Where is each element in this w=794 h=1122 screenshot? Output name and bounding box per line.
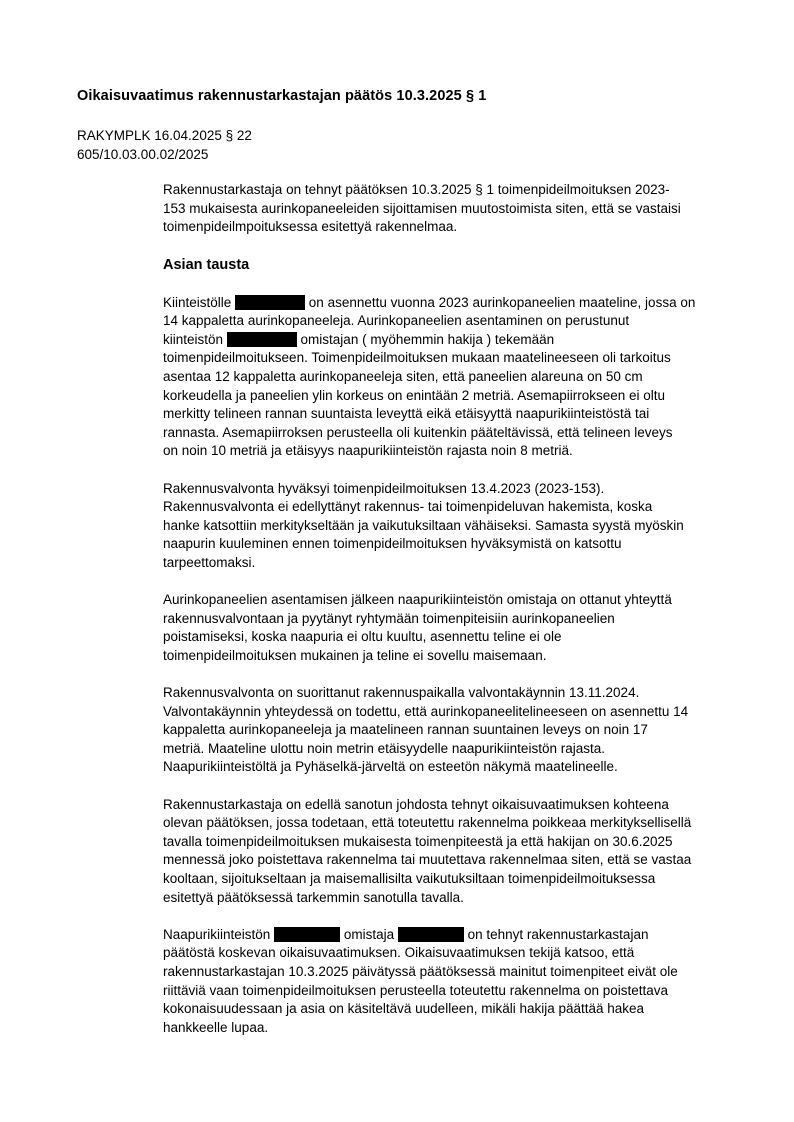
text-line: korkeudella ja paneelien ylin korkeus on enintään 2 metriä. Asemapiirrokseen ei oltu xyxy=(163,387,666,403)
text-line: olevan päätöksen, jossa todetaan, että toteutettu rakennelma poikkeaa merkityksellisellä xyxy=(163,815,692,831)
text-line: Valvontakäynnin yhteydessä on todettu, että aurinkopaneelitelineeseen on asennettu 14 xyxy=(163,703,689,719)
text-line: toimenpideilmpoituksessa esitettyä rakennelmaa. xyxy=(163,219,458,235)
text-line xyxy=(163,926,743,945)
background-paragraph-1 xyxy=(163,294,743,461)
text-fragment: kiinteistön xyxy=(163,331,227,347)
text-line: 153 mukaisesta aurinkopaneeleiden sijoittamisen muutostoimista siten, että se vastaisi xyxy=(163,200,681,216)
text-fragment: omistaja xyxy=(340,926,398,942)
text-line: Aurinkopaneelien asentamisen jälkeen naapurikiinteistön omistaja on ottanut yhteyttä xyxy=(163,592,672,608)
text-fragment: on asennettu vuonna 2023 aurinkopaneelien maateline, jossa on xyxy=(305,294,696,310)
document-body xyxy=(163,181,743,1056)
text-line: metriä. Maateline ulottu noin metrin etäisyydelle naapurikiinteistön rajasta. xyxy=(163,740,605,756)
text-fragment: Kiinteistölle xyxy=(163,294,236,310)
text-line xyxy=(163,294,743,313)
redaction-box xyxy=(227,332,297,347)
text-line: kokonaisuudessaan ja asia on käsiteltävä uudelleen, mikäli hakija päättää hakea xyxy=(163,1001,645,1017)
text-line: on noin 10 metriä ja etäisyys naapurikiinteistön rajasta noin 8 metriä. xyxy=(163,443,573,459)
background-paragraph-2 xyxy=(163,480,743,573)
text-line: poistamiseksi, koska naapuria ei oltu kuultu, asennettu teline ei ole xyxy=(163,629,562,645)
meeting-reference: RAKYMPLK 16.04.2025 § 22 xyxy=(77,128,252,143)
text-line: rannasta. Asemapiirroksen perusteella oli kuitenkin pääteltävissä, että telineen leveys xyxy=(163,424,673,440)
redaction-box xyxy=(274,927,340,942)
case-number: 605/10.03.00.02/2025 xyxy=(77,147,209,162)
background-paragraph-3 xyxy=(163,591,743,665)
text-fragment: omistajan ( myöhemmin hakija ) tekemään xyxy=(296,331,555,347)
intro-paragraph xyxy=(163,181,743,237)
document-meta xyxy=(77,126,252,164)
text-line: Rakennustarkastaja on edellä sanotun johdosta tehnyt oikaisuvaatimuksen kohteena xyxy=(163,796,669,812)
background-paragraph-6 xyxy=(163,926,743,1038)
text-line: hankkeelle lupaa. xyxy=(163,1019,269,1035)
text-line: toimenpideilmoituksen mukainen ja teline ei sovellu maisemaan. xyxy=(163,647,547,663)
text-line: tavalla toimenpideilmoituksen mukaisesta toimenpiteestä ja että hakijan on 30.6.2025 xyxy=(163,833,673,849)
text-line: tarpeettomaksi. xyxy=(163,554,256,570)
text-line: toimenpideilmoitukseen. Toimenpideilmoituksen mukaan maatelineeseen oli tarkoitus xyxy=(163,350,671,366)
document-title: Oikaisuvaatimus rakennustarkastajan päätös 10.3.2025 § 1 xyxy=(77,88,487,104)
text-line: kooltaan, sijoitukseltaan ja maisemallisilta vaikutuksiltaan toimenpideilmoituksessa xyxy=(163,870,656,886)
background-paragraph-5 xyxy=(163,796,743,908)
text-line: riittäviä vaan toimenpideilmoituksen perusteella toteutettu rakennelma on poistettava xyxy=(163,982,669,998)
text-line: Rakennustarkastaja on tehnyt päätöksen 10.3.2025 § 1 toimenpideilmoituksen 2023- xyxy=(163,182,670,197)
text-line: Rakennusvalvonta on suorittanut rakennuspaikalla valvontakäynnin 13.11.2024. xyxy=(163,685,640,701)
text-line: esitettyä päätöksessä tarkemmin sanotulla tavalla. xyxy=(163,889,464,905)
text-line: Rakennusvalvonta ei edellyttänyt rakennus- tai toimenpideluvan hakemista, koska xyxy=(163,499,653,515)
text-line: kappaletta aurinkopaneeleja ja maatelineen rannan suuntainen leveys on noin 17 xyxy=(163,722,648,738)
text-fragment: Naapurikiinteistön xyxy=(163,926,275,942)
text-line: naapurin kuuleminen ennen toimenpideilmoituksen hyväksymistä on katsottu xyxy=(163,536,622,552)
redaction-box xyxy=(235,295,305,310)
text-line: Rakennusvalvonta hyväksyi toimenpideilmoituksen 13.4.2023 (2023-153). xyxy=(163,480,605,496)
background-paragraph-4 xyxy=(163,684,743,777)
text-line: Naapurikiinteistöltä ja Pyhäselkä-järveltä on esteetön näkymä maatelineelle. xyxy=(163,759,618,775)
text-line: rakennusvalvontaan ja pyytänyt ryhtymään toimenpiteisiin aurinkopaneelien xyxy=(163,610,615,626)
section-heading: Asian tausta xyxy=(163,257,250,274)
text-fragment: on tehnyt rakennustarkastajan xyxy=(463,926,649,942)
text-line: päätöstä koskevan oikaisuvaatimuksen. Oikaisuvaatimuksen tekijä katsoo, että xyxy=(163,945,635,961)
text-line: merkitty telineen rannan suuntaista leveyttä eikä etäisyyttä naapurikiinteistöstä tai xyxy=(163,406,650,422)
redaction-box xyxy=(398,927,464,942)
text-line: 14 kappaletta aurinkopaneeleja. Aurinkopaneelien asentaminen on perustunut xyxy=(163,313,630,329)
text-line: hanke katsottiin merkitykseltään ja vaikutuksiltaan vähäiseksi. Samasta syystä myöskin xyxy=(163,517,684,533)
text-line: mennessä joko poistettava rakennelma tai muutettava rakennelmaa siten, että se vastaa xyxy=(163,852,692,868)
text-line: rakennustarkastajan 10.3.2025 päivätyssä päätöksessä mainitut toimenpiteet eivät ole xyxy=(163,963,678,979)
text-line xyxy=(163,331,743,350)
text-line: asentaa 12 kappaletta aurinkopaneeleja siten, että paneelien alareuna on 50 cm xyxy=(163,368,643,384)
